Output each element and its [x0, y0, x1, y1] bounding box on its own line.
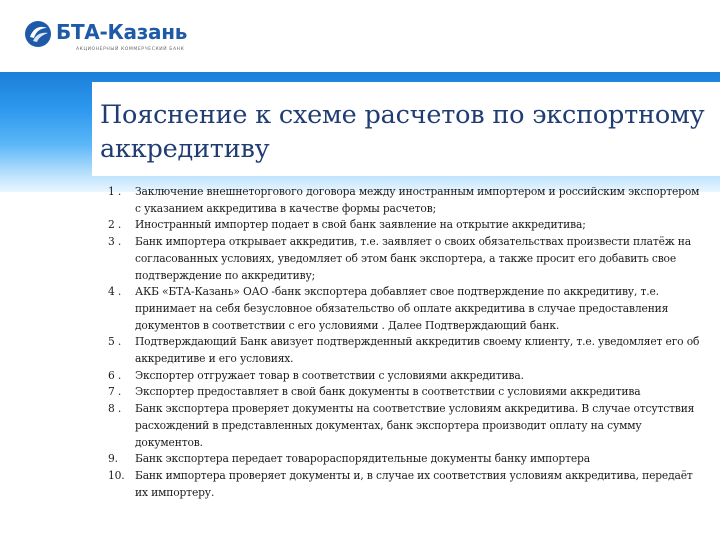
- step-text: Экспортер предоставляет в свой банк документы в соответствии с условиями аккредитива: [135, 385, 641, 399]
- title-panel: [92, 82, 720, 176]
- step-number: 4 .: [108, 285, 122, 299]
- list-item: [104, 451, 704, 468]
- list-item: [104, 184, 704, 217]
- step-text: Заключение внешнеторгового договора между иностранным импортером и российским экспортером с указанием аккредитива в качестве формы расчетов;: [135, 185, 700, 215]
- steps-list: [104, 184, 704, 501]
- step-number: 6 .: [108, 368, 122, 382]
- step-text: АКБ «БТА-Казань» ОАО -банк экспортера добавляет свое подтверждение по аккредитиву, т.е. принимает на себя безусловное обязательство об оплате аккредитива в случае предоставления документов в соответствии с его условиями . Далее Подтверждающий банк.: [135, 285, 669, 332]
- list-item: [104, 334, 704, 367]
- list-item: [104, 468, 704, 501]
- step-number: 1 .: [108, 185, 122, 198]
- step-text: Иностранный импортер подает в свой банк заявление на открытие аккредитива;: [135, 218, 586, 232]
- list-item: [104, 401, 704, 451]
- step-number: 2 .: [108, 218, 122, 232]
- list-item: [104, 234, 704, 284]
- bank-logo: [24, 18, 194, 58]
- list-item: [104, 284, 704, 334]
- list-item: [104, 368, 704, 385]
- step-number: 9.: [108, 452, 118, 466]
- bank-logo-icon: [24, 20, 52, 48]
- step-number: 8 .: [108, 402, 122, 416]
- slide-title: Пояснение к схеме расчетов по экспортному аккредитиву: [100, 100, 705, 164]
- step-number: 3 .: [108, 235, 122, 249]
- step-text: Банк импортера открывает аккредитив, т.е. заявляет о своих обязательствах произвести платёж на согласованных условиях, уведомляет об этом банк экспортера, а также просит его добавить свое подтверждение по аккредитиву;: [135, 235, 691, 282]
- logo-wordmark: БТА-Казань: [56, 20, 188, 44]
- list-item: [104, 217, 704, 234]
- step-text: Экспортер отгружает товар в соответствии с условиями аккредитива.: [135, 368, 524, 382]
- logo-subtitle: АКЦИОНЕРНЫЙ КОММЕРЧЕСКИЙ БАНК: [76, 47, 185, 52]
- list-item: [104, 384, 704, 401]
- step-text: Банк экспортера передает товарораспорядительные документы банку импортера: [135, 452, 590, 466]
- step-number: 7 .: [108, 385, 122, 399]
- step-number: 5 .: [108, 335, 122, 349]
- step-text: Подтверждающий Банк авизует подтвержденный аккредитив своему клиенту, т.е. уведомляет его об аккредитиве и его условиях.: [135, 335, 700, 366]
- step-text: Банк импортера проверяет документы и, в случае их соответствия условиям аккредитива, передаёт их импортеру.: [135, 468, 693, 499]
- step-text: Банк экспортера проверяет документы на соответствие условиям аккредитива. В случае отсутствия расхождений в представленных документах, банк экспортера производит оплату на сумму документов.: [135, 402, 695, 449]
- step-number: 10.: [108, 468, 125, 482]
